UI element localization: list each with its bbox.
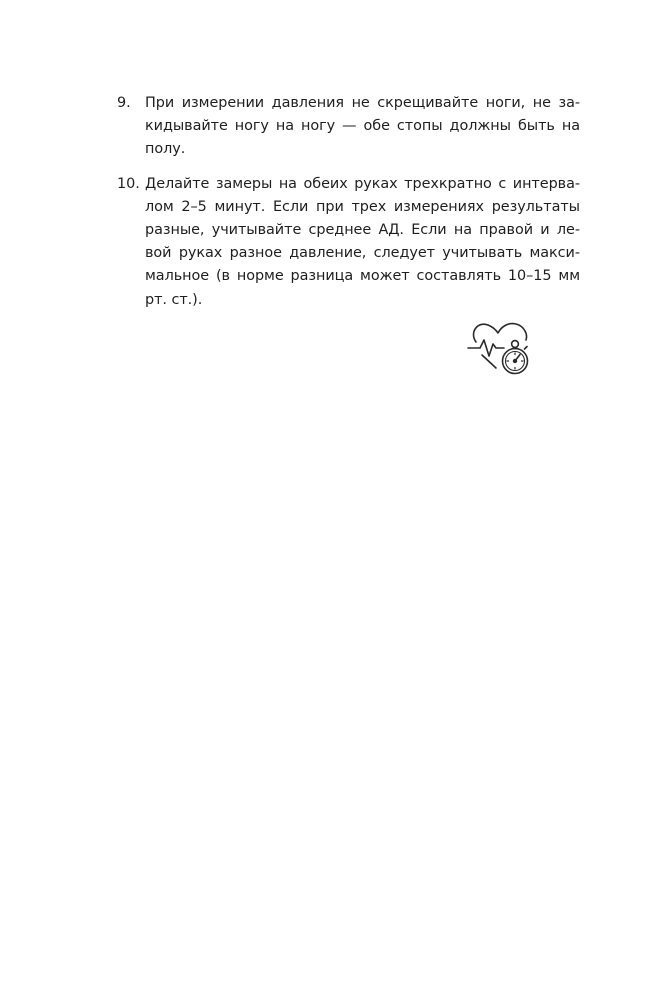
heart-pulse-stopwatch-icon [466,318,534,378]
item-text [145,92,580,162]
text-line: Делайте замеры на обеих руках трехкратно с интерва- [145,175,580,192]
item-number: 10. [117,175,140,192]
item-number: 9. [117,95,131,111]
text-line: вой руках разное давление, следует учитывать макси- [145,245,580,262]
text-line: разные, учитывайте среднее АД. Если на правой и ле- [145,222,580,239]
instruction-list [117,92,580,323]
text-line: лом 2–5 минут. Если при трех измерениях результаты [145,198,580,215]
text-line: кидывайте ногу на ногу — обе стопы должны быть на [145,118,580,135]
text-line: мальное (в норме разница может составлять 10–15 мм [145,268,580,285]
text-line: При измерении давления не скрещивайте ноги, не за- [145,95,580,111]
text-line: полу. [145,141,186,158]
text-line: рт. ст.). [145,291,203,308]
item-text [145,173,580,312]
list-item [117,92,580,162]
list-item [117,173,580,312]
